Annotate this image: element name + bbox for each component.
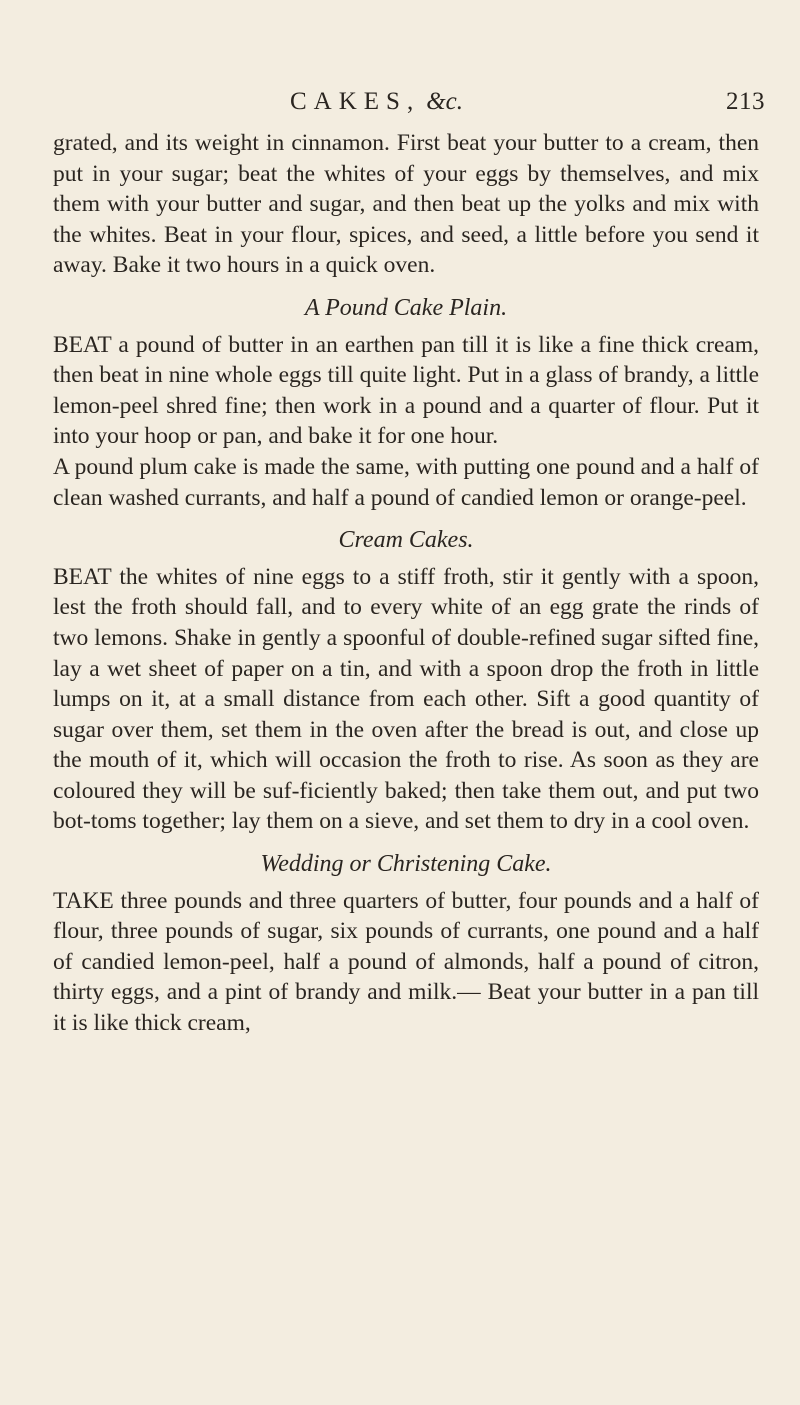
- paragraph: A pound plum cake is made the same, with putting one pound and a half of clean washed currants, and half a pound of candied lemon or orange-peel.: [53, 453, 759, 511]
- page-header: [0, 88, 800, 122]
- running-head: [290, 88, 463, 116]
- page-text: [53, 128, 759, 1039]
- paragraph: BEAT a pound of butter in an earthen pan till it is like a fine thick cream, then beat in nine whole eggs till quite light. Put in a glass of brandy, a little lemon-peel shred fine; then work in a pound and a quarter of flour. Put it into your hoop or pan, and bake it for one hour.: [53, 331, 759, 450]
- running-head-suffix: &c.: [426, 88, 464, 115]
- section-heading-cream-cakes: Cream Cakes.: [338, 527, 474, 554]
- paragraph: TAKE three pounds and three quarters of butter, four pounds and a half of flour, three pounds of sugar, six pounds of currants, one pound and a half of candied lemon-peel, half a pound of almonds, half a pound of citron, thirty eggs, and a pint of brandy and milk.— Beat your butter in a pan till it is like thick cream,: [53, 887, 759, 1037]
- section-heading-pound-cake: A Pound Cake Plain.: [304, 294, 508, 321]
- page-number: 213: [726, 88, 765, 115]
- continuation-paragraph: grated, and its weight in cinnamon. First beat your butter to a cream, then put in your sugar; beat the whites of your eggs by themselves, and mix them with your butter and sugar, and then beat up the yolks and mix with the whites. Beat in your flour, spices, and seed, a little before you send it away. Bake it two hours in a quick oven.: [53, 130, 759, 279]
- running-head-text: CAKES,: [290, 88, 421, 115]
- paragraph: BEAT the whites of nine eggs to a stiff froth, stir it gently with a spoon, lest the froth should fall, and to every white of an egg grate the rinds of two lemons. Shake in gently a spoonful of double-refined sugar sifted fine, lay a wet sheet of paper on a tin, and with a spoon drop the froth in little lumps on it, at a small distance from each other. Sift a good quantity of sugar over them, set them in the oven after the bread is out, and close up the mouth of it, which will occasion the froth to rise. As soon as they are coloured they will be suf-ficiently baked; then take them out, and put two bot-toms together; lay them on a sieve, and set them to dry in a cool oven.: [53, 563, 759, 835]
- section-heading-wedding-cake: Wedding or Christening Cake.: [260, 851, 552, 878]
